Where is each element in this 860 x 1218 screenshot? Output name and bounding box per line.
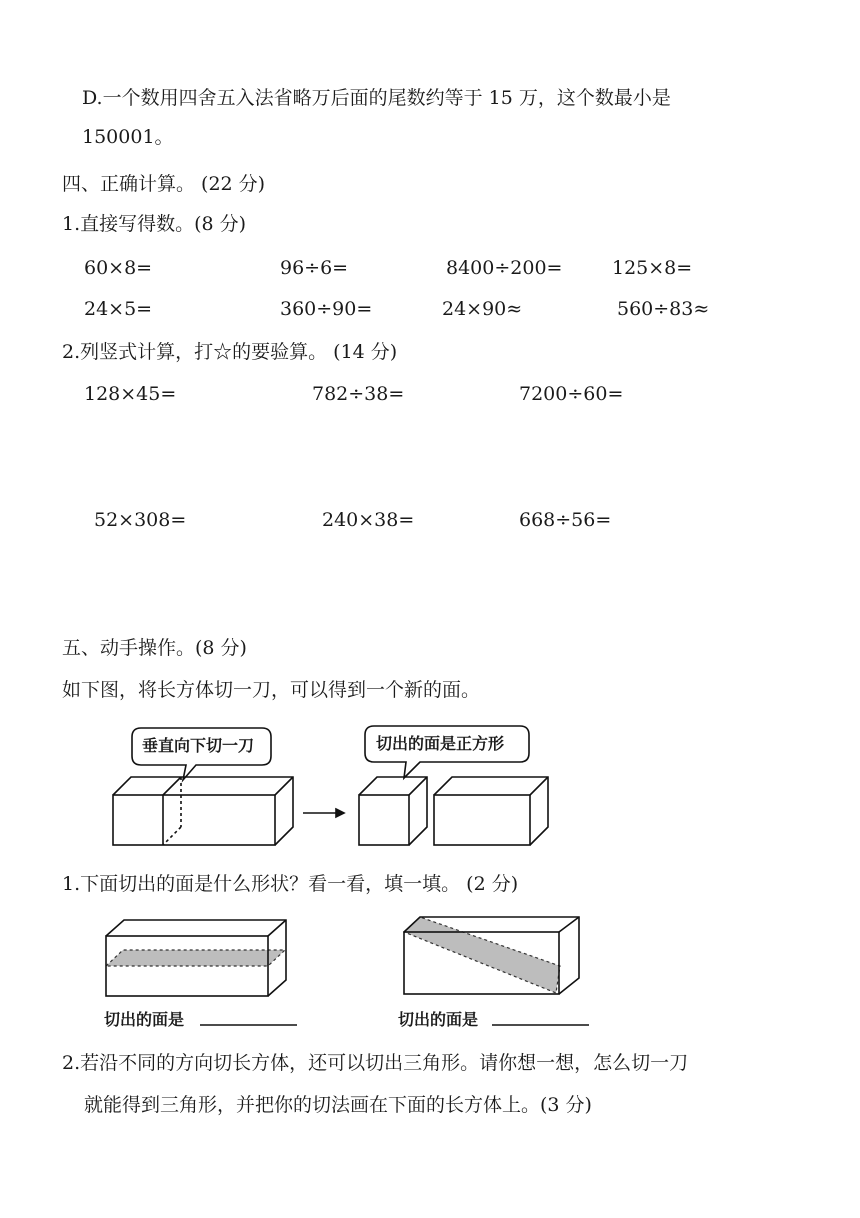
calc-item: 96÷6=	[280, 257, 349, 279]
section4-q2-title: 2.列竖式计算，打☆的要验算。 (14 分)	[62, 341, 398, 363]
section4-q1-title: 1.直接写得数。(8 分)	[62, 213, 247, 235]
bubble-right-text: 切出的面是正方形	[376, 734, 505, 753]
calc-item: 125×8=	[612, 257, 693, 279]
vertical-calc-item: 782÷38=	[312, 383, 405, 405]
calc-item: 560÷83≈	[617, 298, 710, 320]
calc-item: 8400÷200=	[446, 257, 563, 279]
vertical-calc-item: 128×45=	[84, 383, 177, 405]
vertical-calc-item: 668÷56=	[519, 509, 612, 531]
vertical-calc-item: 7200÷60=	[519, 383, 624, 405]
horizontal-cut-cuboid	[106, 920, 286, 996]
vertical-calc-item: 52×308=	[94, 509, 187, 531]
bubble-left-text: 垂直向下切一刀	[142, 736, 255, 755]
cut-face-label-left: 切出的面是	[104, 1010, 185, 1029]
section5-q2-line1: 2.若沿不同的方向切长方体，还可以切出三角形。请你想一想，怎么切一刀	[62, 1052, 689, 1074]
section5-q2-line2: 就能得到三角形，并把你的切法画在下面的长方体上。(3 分)	[84, 1094, 592, 1116]
section5-intro: 如下图，将长方体切一刀，可以得到一个新的面。	[62, 679, 481, 701]
section5-q1-title: 1.下面切出的面是什么形状？看一看，填一填。 (2 分)	[62, 873, 519, 895]
calc-item: 60×8=	[84, 257, 153, 279]
vertical-calc-item: 240×38=	[322, 509, 415, 531]
option-d-line1: D.一个数用四舍五入法省略万后面的尾数约等于 15 万，这个数最小是	[82, 87, 671, 109]
diagonal-cut-cuboid	[404, 917, 579, 994]
calc-item: 360÷90=	[280, 298, 373, 320]
option-d-line2: 150001。	[82, 126, 174, 148]
section4-title: 四、正确计算。 (22 分)	[62, 173, 266, 195]
section5-title: 五、动手操作。(8 分)	[62, 637, 247, 659]
calc-item: 24×90≈	[442, 298, 523, 320]
calc-item: 24×5=	[84, 298, 153, 320]
cut-face-label-right: 切出的面是	[398, 1010, 479, 1029]
